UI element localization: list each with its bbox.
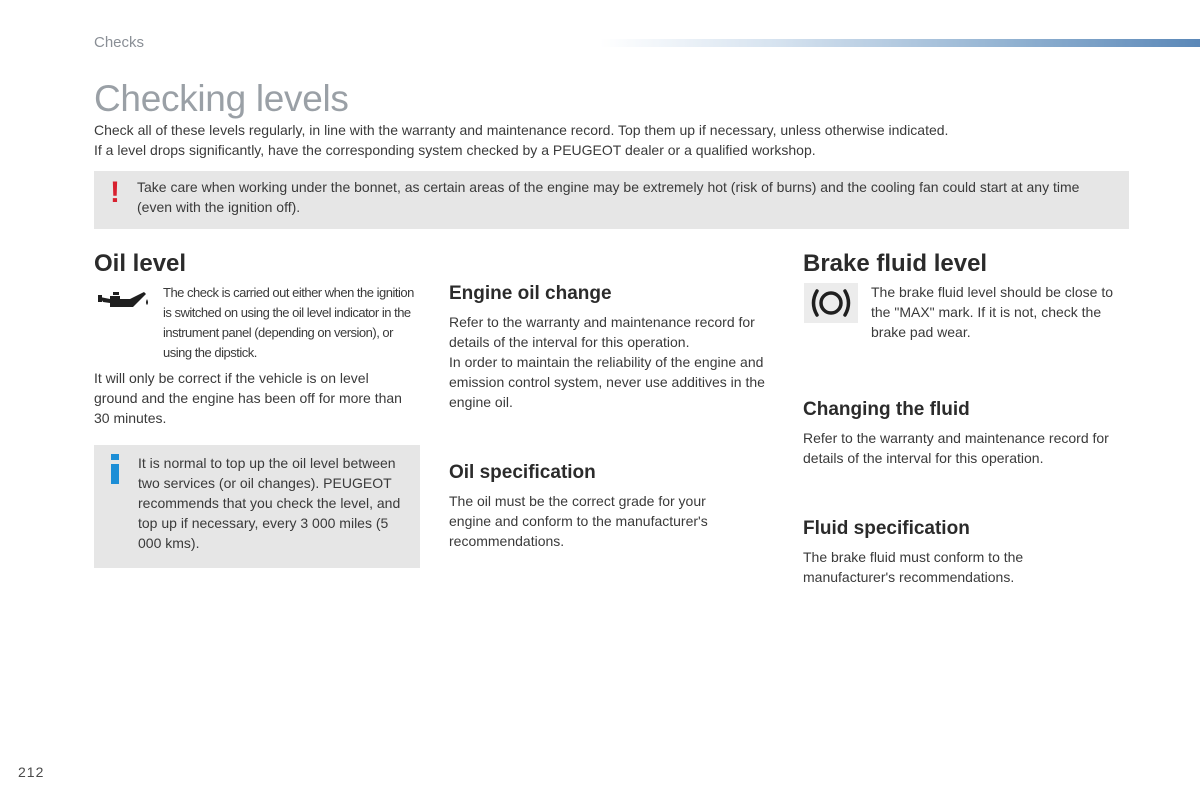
section-label: Checks	[94, 34, 145, 51]
info-icon	[111, 454, 119, 484]
oil-level-heading: Oil level	[94, 250, 187, 277]
page-title: Checking levels	[94, 78, 349, 119]
oil-specification-heading: Oil specification	[449, 462, 596, 483]
exclamation-icon: !	[110, 176, 120, 209]
changing-fluid-heading: Changing the fluid	[803, 399, 970, 420]
engine-oil-change-text-2: In order to maintain the reliability of the engine and emission control system, never use additives in the engine oil.	[449, 354, 765, 410]
warning-text: Take care when working under the bonnet, as certain areas of the engine may be extremely hot (risk of burns) and the cooling fan could start at any time (even with the ignition off).	[137, 179, 1080, 215]
changing-fluid-text: Refer to the warranty and maintenance record for details of the interval for this operation.	[803, 430, 1109, 466]
info-box	[94, 445, 420, 568]
brake-warning-icon	[804, 283, 858, 323]
warning-box	[94, 171, 1129, 229]
oil-check-text: The check is carried out either when the ignition is switched on using the oil level indicator in the instrument panel (depending on version), or using the dipstick.	[163, 285, 414, 360]
brake-fluid-text: The brake fluid level should be close to the "MAX" mark. If it is not, check the brake pad wear.	[871, 284, 1114, 340]
header-gradient-bar	[600, 39, 1200, 47]
fluid-specification-heading: Fluid specification	[803, 518, 970, 539]
engine-oil-change-text-1: Refer to the warranty and maintenance record for details of the interval for this operation.	[449, 314, 755, 350]
engine-oil-change-heading: Engine oil change	[449, 283, 612, 304]
intro-line-1: Check all of these levels regularly, in line with the warranty and maintenance record. Top them up if necessary, unless otherwise indicated.	[94, 122, 949, 138]
oil-specification-text: The oil must be the correct grade for your engine and conform to the manufacturer's recommendations.	[449, 493, 708, 549]
info-text: It is normal to top up the oil level between two services (or oil changes). PEUGEOT recommends that you check the level, and top up if necessary, every 3 000 miles (5 000 kms).	[138, 455, 401, 551]
brake-fluid-heading: Brake fluid level	[803, 250, 988, 277]
engine-oil-change-text	[449, 312, 774, 412]
page-number: 212	[18, 764, 45, 780]
intro-line-2: If a level drops significantly, have the corresponding system checked by a PEUGEOT dealer or a qualified workshop.	[94, 142, 816, 158]
oil-level-paragraph: It will only be correct if the vehicle is on level ground and the engine has been off for more than 30 minutes.	[94, 370, 402, 426]
fluid-specification-text: The brake fluid must conform to the manufacturer's recommendations.	[803, 549, 1024, 585]
oil-can-icon	[96, 285, 154, 319]
